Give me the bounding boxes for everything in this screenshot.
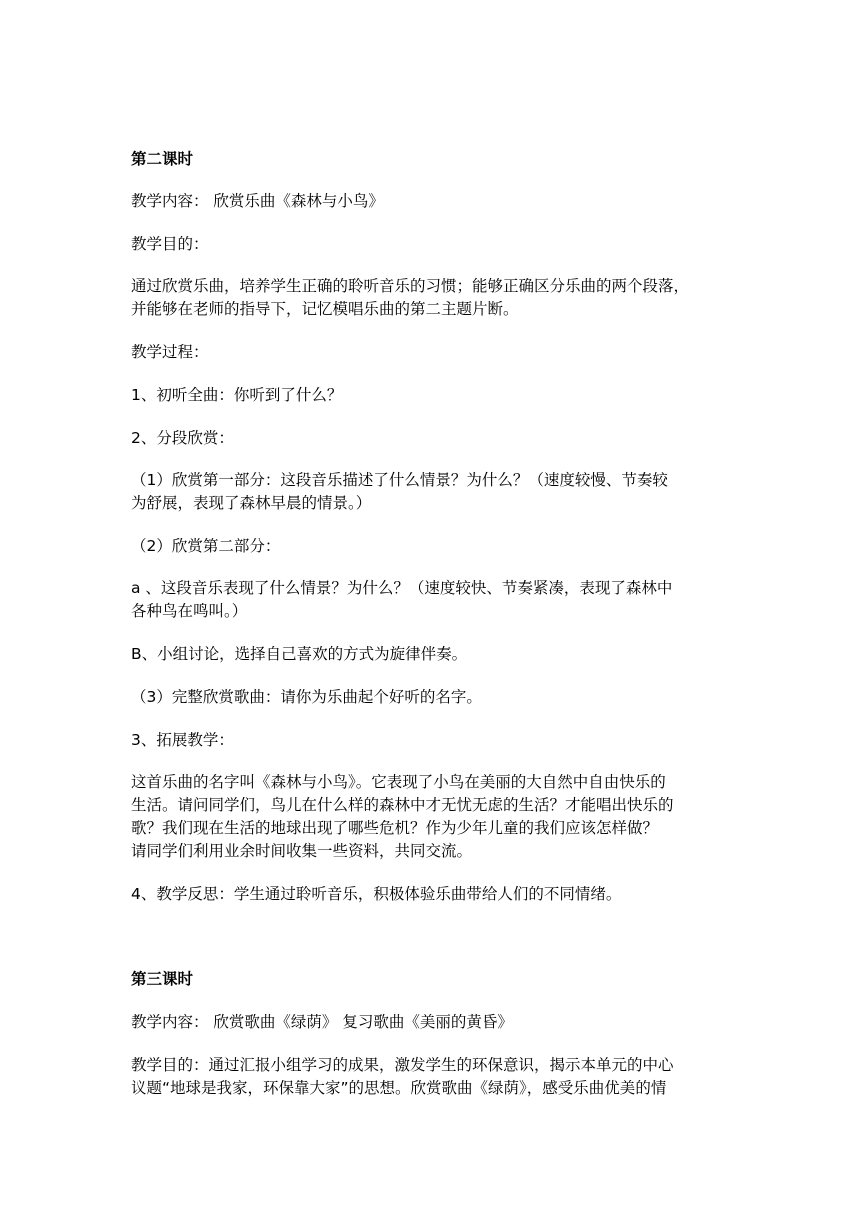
lesson2-part2: （2）欣赏第二部分： — [131, 537, 281, 555]
lesson3-content: 教学内容： 欣赏歌曲《绿荫》 复习歌曲《美丽的黄昏》 — [131, 1013, 513, 1031]
lesson2-extension-line-4: 请同学们利用业余时间收集一些资料，共同交流。 — [131, 842, 473, 860]
lesson2-step-4: 4、教学反思：学生通过聆听音乐，积极体验乐曲带给人们的不同情绪。 — [131, 885, 622, 903]
lesson2-content: 教学内容： 欣赏乐曲《森林与小鸟》 — [131, 192, 384, 210]
lesson2-part1-line-2: 为舒展，表现了森林早晨的情景。） — [131, 494, 372, 512]
lesson2-goal-line-2: 并能够在老师的指导下，记忆模唱乐曲的第二主题片断。 — [131, 300, 519, 318]
lesson2-extension-line-2: 生活。请问同学们，鸟儿在什么样的森林中才无忧无虑的生活？才能唱出快乐的 — [131, 796, 674, 814]
lesson2-extension-line-1: 这首乐曲的名字叫《森林与小鸟》。它表现了小鸟在美丽的大自然中自由快乐的 — [131, 773, 666, 791]
lesson2-part2a-line-2: 各种鸟在鸣叫。） — [131, 602, 248, 620]
lesson2-heading: 第二课时 — [131, 150, 194, 168]
lesson2-goal-line-1: 通过欣赏乐曲，培养学生正确的聆听音乐的习惯；能够正确区分乐曲的两个段落， — [131, 277, 690, 295]
lesson2-step-1: 1、初听全曲：你听到了什么？ — [131, 386, 343, 404]
lesson3-goal-line-1: 教学目的：通过汇报小组学习的成果，激发学生的环保意识，揭示本单元的中心 — [131, 1056, 674, 1074]
lesson3-goal-line-2: 议题“地球是我家，环保靠大家”的思想。欣赏歌曲《绿荫》，感受乐曲优美的情 — [131, 1079, 667, 1097]
lesson2-step-2: 2、分段欣赏： — [131, 429, 234, 447]
lesson2-goal-label: 教学目的： — [131, 235, 209, 253]
lesson2-process-label: 教学过程： — [131, 343, 209, 361]
lesson2-step-3: 3、拓展教学： — [131, 731, 234, 749]
lesson3-heading: 第三课时 — [131, 970, 194, 988]
lesson2-part2b: B、小组讨论，选择自己喜欢的方式为旋律伴奏。 — [131, 645, 468, 663]
lesson2-part1-line-1: （1）欣赏第一部分：这段音乐描述了什么情景？为什么？（速度较慢、节奏较 — [131, 471, 668, 489]
lesson2-extension-line-3: 歌？我们现在生活的地球出现了哪些危机？作为少年儿童的我们应该怎样做？ — [131, 819, 659, 837]
lesson2-part2a-line-1: a 、这段音乐表现了什么情景？为什么？（速度较快、节奏紧凑，表现了森林中 — [131, 579, 673, 597]
lesson2-part3: （3）完整欣赏歌曲：请你为乐曲起个好听的名字。 — [131, 688, 482, 706]
